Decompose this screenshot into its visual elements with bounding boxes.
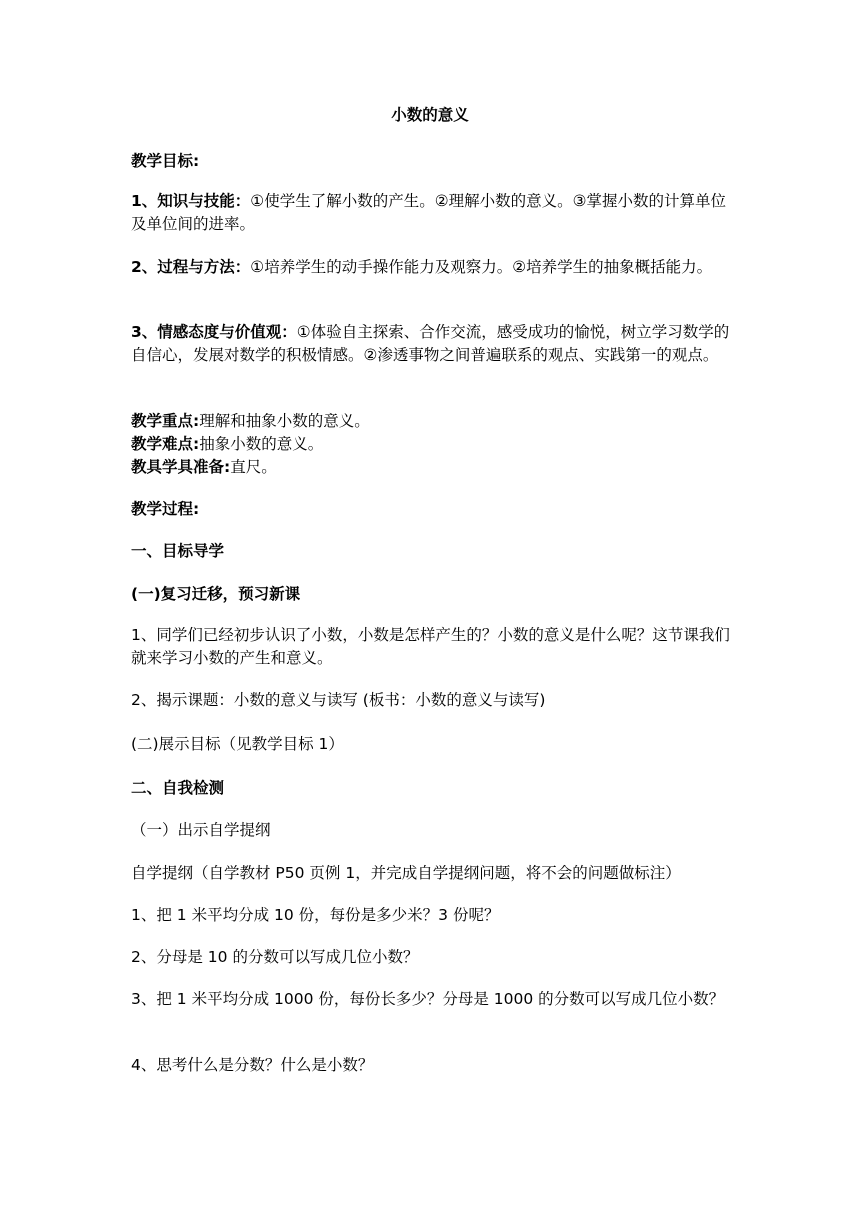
process-heading: 教学过程: [131, 500, 200, 518]
objective-1-label: 1、知识与技能： [131, 192, 251, 210]
section-1-subheading-1: (一)复习迁移，预习新课 [131, 585, 301, 603]
key-point-materials-label: 教具学具准备: [131, 458, 231, 476]
objective-1 [131, 190, 731, 236]
objective-3-text: ①体验自主探索、合作交流，感受成功的愉悦，树立学习数学的自信心，发展对数学的积极情感。②渗透事物之间普遍联系的观点、实践第一的观点。 [131, 323, 730, 364]
key-point-focus-text: 理解和抽象小数的意义。 [199, 412, 370, 430]
question-4: 4、思考什么是分数？什么是小数？ [131, 1056, 374, 1074]
section-1-paragraph-1: 1、同学们已经初步认识了小数，小数是怎样产生的？小数的意义是什么呢？这节课我们就来学习小数的产生和意义。 [131, 626, 730, 667]
section-1-heading: 一、目标导学 [131, 542, 225, 560]
section-2-subheading-1: （一）出示自学提纲 [131, 821, 271, 839]
objective-2 [131, 256, 731, 279]
objective-3-label: 3、情感态度与价值观： [131, 323, 297, 341]
key-point-focus [131, 410, 731, 433]
study-outline-intro: 自学提纲（自学教材 P50 页例 1，并完成自学提纲问题，将不会的问题做标注） [131, 864, 681, 882]
key-point-difficulty-label: 教学难点: [131, 435, 200, 453]
objective-2-text: ①培养学生的动手操作能力及观察力。②培养学生的抽象概括能力。 [250, 258, 713, 276]
section-2-heading: 二、自我检测 [131, 779, 225, 797]
question-2: 2、分母是 10 的分数可以写成几位小数？ [131, 948, 419, 966]
section-1-paragraph-2: 2、揭示课题：小数的意义与读写 (板书：小数的意义与读写) [131, 691, 546, 709]
question-1: 1、把 1 米平均分成 10 份，每份是多少米？3 份呢？ [131, 906, 500, 924]
key-point-materials [131, 456, 731, 479]
objectives-heading: 教学目标: [131, 152, 200, 170]
objective-2-label: 2、过程与方法： [131, 258, 251, 276]
key-point-difficulty-text: 抽象小数的意义。 [199, 435, 324, 453]
key-point-materials-text: 直尺。 [230, 458, 277, 476]
question-3: 3、把 1 米平均分成 1000 份，每份长多少？分母是 1000 的分数可以写成几位小数？ [131, 990, 725, 1008]
document-title: 小数的意义 [391, 106, 469, 124]
key-point-focus-label: 教学重点: [131, 412, 200, 430]
key-point-difficulty [131, 433, 731, 456]
objective-3 [131, 321, 731, 367]
section-1-subheading-2: (二)展示目标（见教学目标 1） [131, 735, 344, 753]
objective-1-text: ①使学生了解小数的产生。②理解小数的意义。③掌握小数的计算单位及单位间的进率。 [131, 192, 726, 233]
